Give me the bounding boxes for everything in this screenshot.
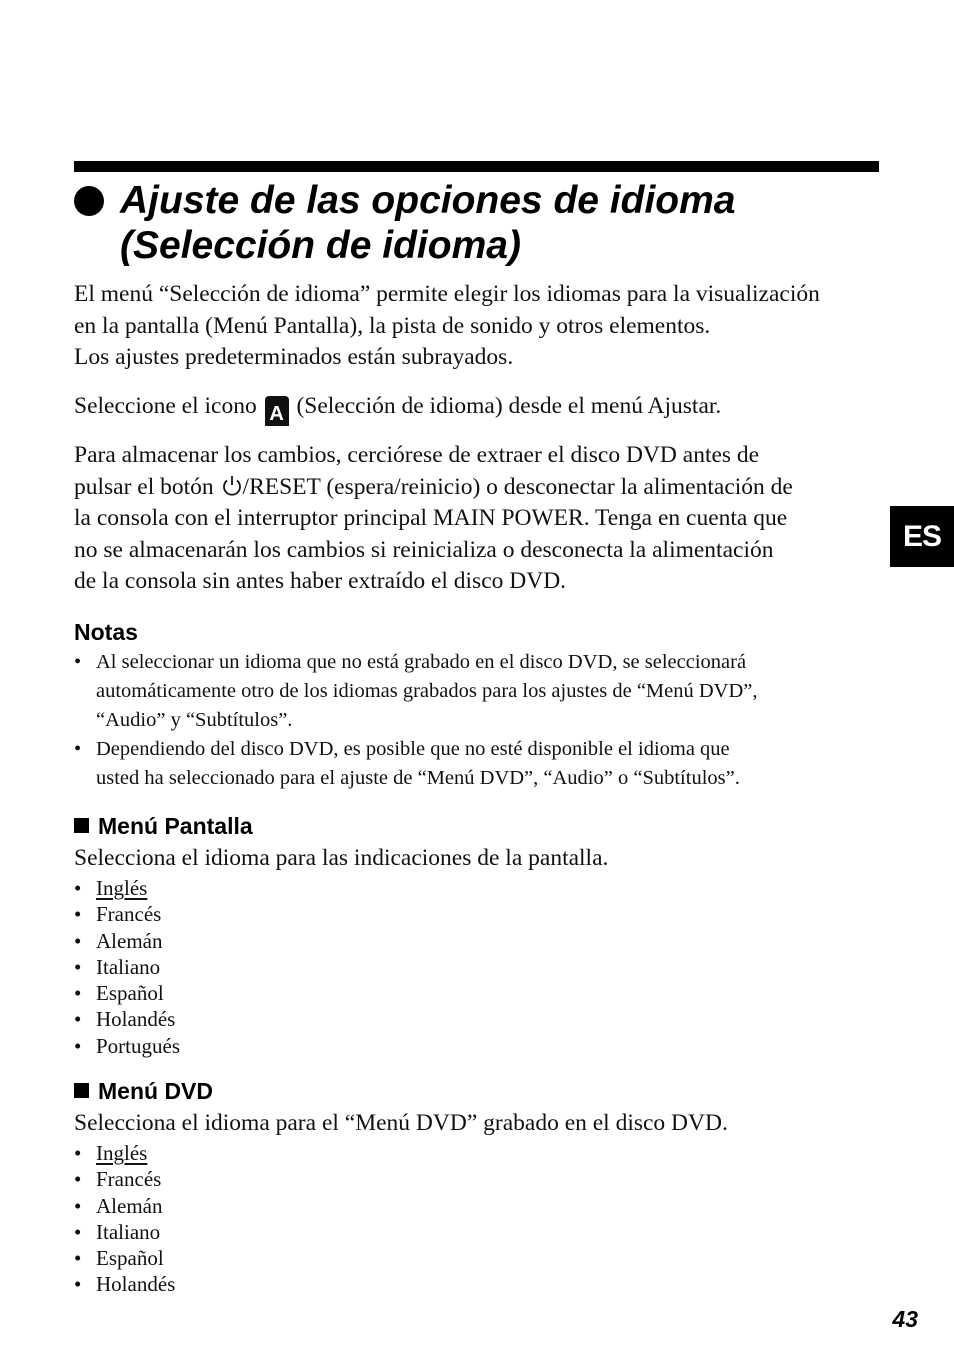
list-item: • Español (74, 980, 180, 1006)
filled-circle-icon (74, 186, 104, 216)
list-item: • Holandés (74, 1006, 180, 1032)
store-line-1: Para almacenar los cambios, cerciórese de extraer el disco DVD antes de (74, 442, 760, 468)
list-item (74, 1140, 175, 1166)
filled-square-icon (74, 1083, 89, 1098)
list-item: • Italiano (74, 954, 180, 980)
list-item: • Alemán (74, 1193, 175, 1219)
language-selection-icon: A (265, 396, 289, 426)
store-line-2: pulsar el botón /RESET (espera/reinicio) o desconectar la alimentación de (74, 473, 793, 500)
power-standby-icon (221, 474, 243, 496)
store-line-3: la consola con el interruptor principal MAIN POWER. Tenga en cuenta que (74, 505, 788, 531)
default-option: Inglés (96, 1141, 148, 1165)
list-item: • Francés (74, 1166, 175, 1192)
menu-pantalla-options (74, 875, 180, 1059)
language-side-tab: ES (890, 506, 954, 567)
list-item (74, 875, 180, 901)
list-item: • Portugués (74, 1033, 180, 1059)
list-item: • Al seleccionar un idioma que no está grabado en el disco DVD, se seleccionará automáticamente otro de los idiomas grabados para los ajustes de “Menú DVD”, “Audio” y “Subtítulos”. (74, 648, 874, 735)
intro-line-1: El menú “Selección de idioma” permite elegir los idiomas para la visualización (74, 281, 820, 307)
list-item: • Holandés (74, 1271, 175, 1297)
store-line-5: de la consola sin antes haber extraído el disco DVD. (74, 568, 567, 594)
list-item: • Alemán (74, 928, 180, 954)
menu-dvd-options (74, 1140, 175, 1298)
menu-pantalla-description: Selecciona el idioma para las indicaciones de la pantalla. (74, 845, 609, 871)
list-item: • Francés (74, 901, 180, 927)
list-item: • Italiano (74, 1219, 175, 1245)
menu-pantalla-heading: Menú Pantalla (74, 812, 253, 840)
select-icon-text-before: Seleccione el icono (74, 393, 263, 419)
menu-dvd-heading: Menú DVD (74, 1077, 213, 1105)
default-option: Inglés (96, 876, 148, 900)
title-line-2: (Selección de idioma) (120, 224, 521, 267)
select-icon-paragraph (74, 391, 882, 426)
store-line-4: no se almacenarán los cambios si reinicializa o desconecta la alimentación (74, 536, 774, 563)
filled-square-icon (74, 818, 89, 833)
page-number: 43 (892, 1306, 918, 1332)
menu-dvd-description: Selecciona el idioma para el “Menú DVD” grabado en el disco DVD. (74, 1110, 728, 1136)
top-rule (74, 161, 879, 172)
intro-line-2: en la pantalla (Menú Pantalla), la pista de sonido y otros elementos. (74, 312, 711, 339)
list-item: • Español (74, 1245, 175, 1271)
store-paragraph (74, 440, 882, 598)
intro-paragraph (74, 279, 882, 374)
title-line-1: Ajuste de las opciones de idioma (120, 179, 736, 222)
select-icon-text-after: (Selección de idioma) desde el menú Ajustar. (290, 393, 722, 419)
page-title (74, 178, 884, 268)
list-item: • Dependiendo del disco DVD, es posible que no esté disponible el idioma que usted ha seleccionado para el ajuste de “Menú DVD”, “Audio” o “Subtítulos”. (74, 735, 874, 793)
notes-list (74, 648, 874, 793)
intro-line-3: Los ajustes predeterminados están subrayados. (74, 344, 514, 370)
notes-heading: Notas (74, 619, 138, 645)
